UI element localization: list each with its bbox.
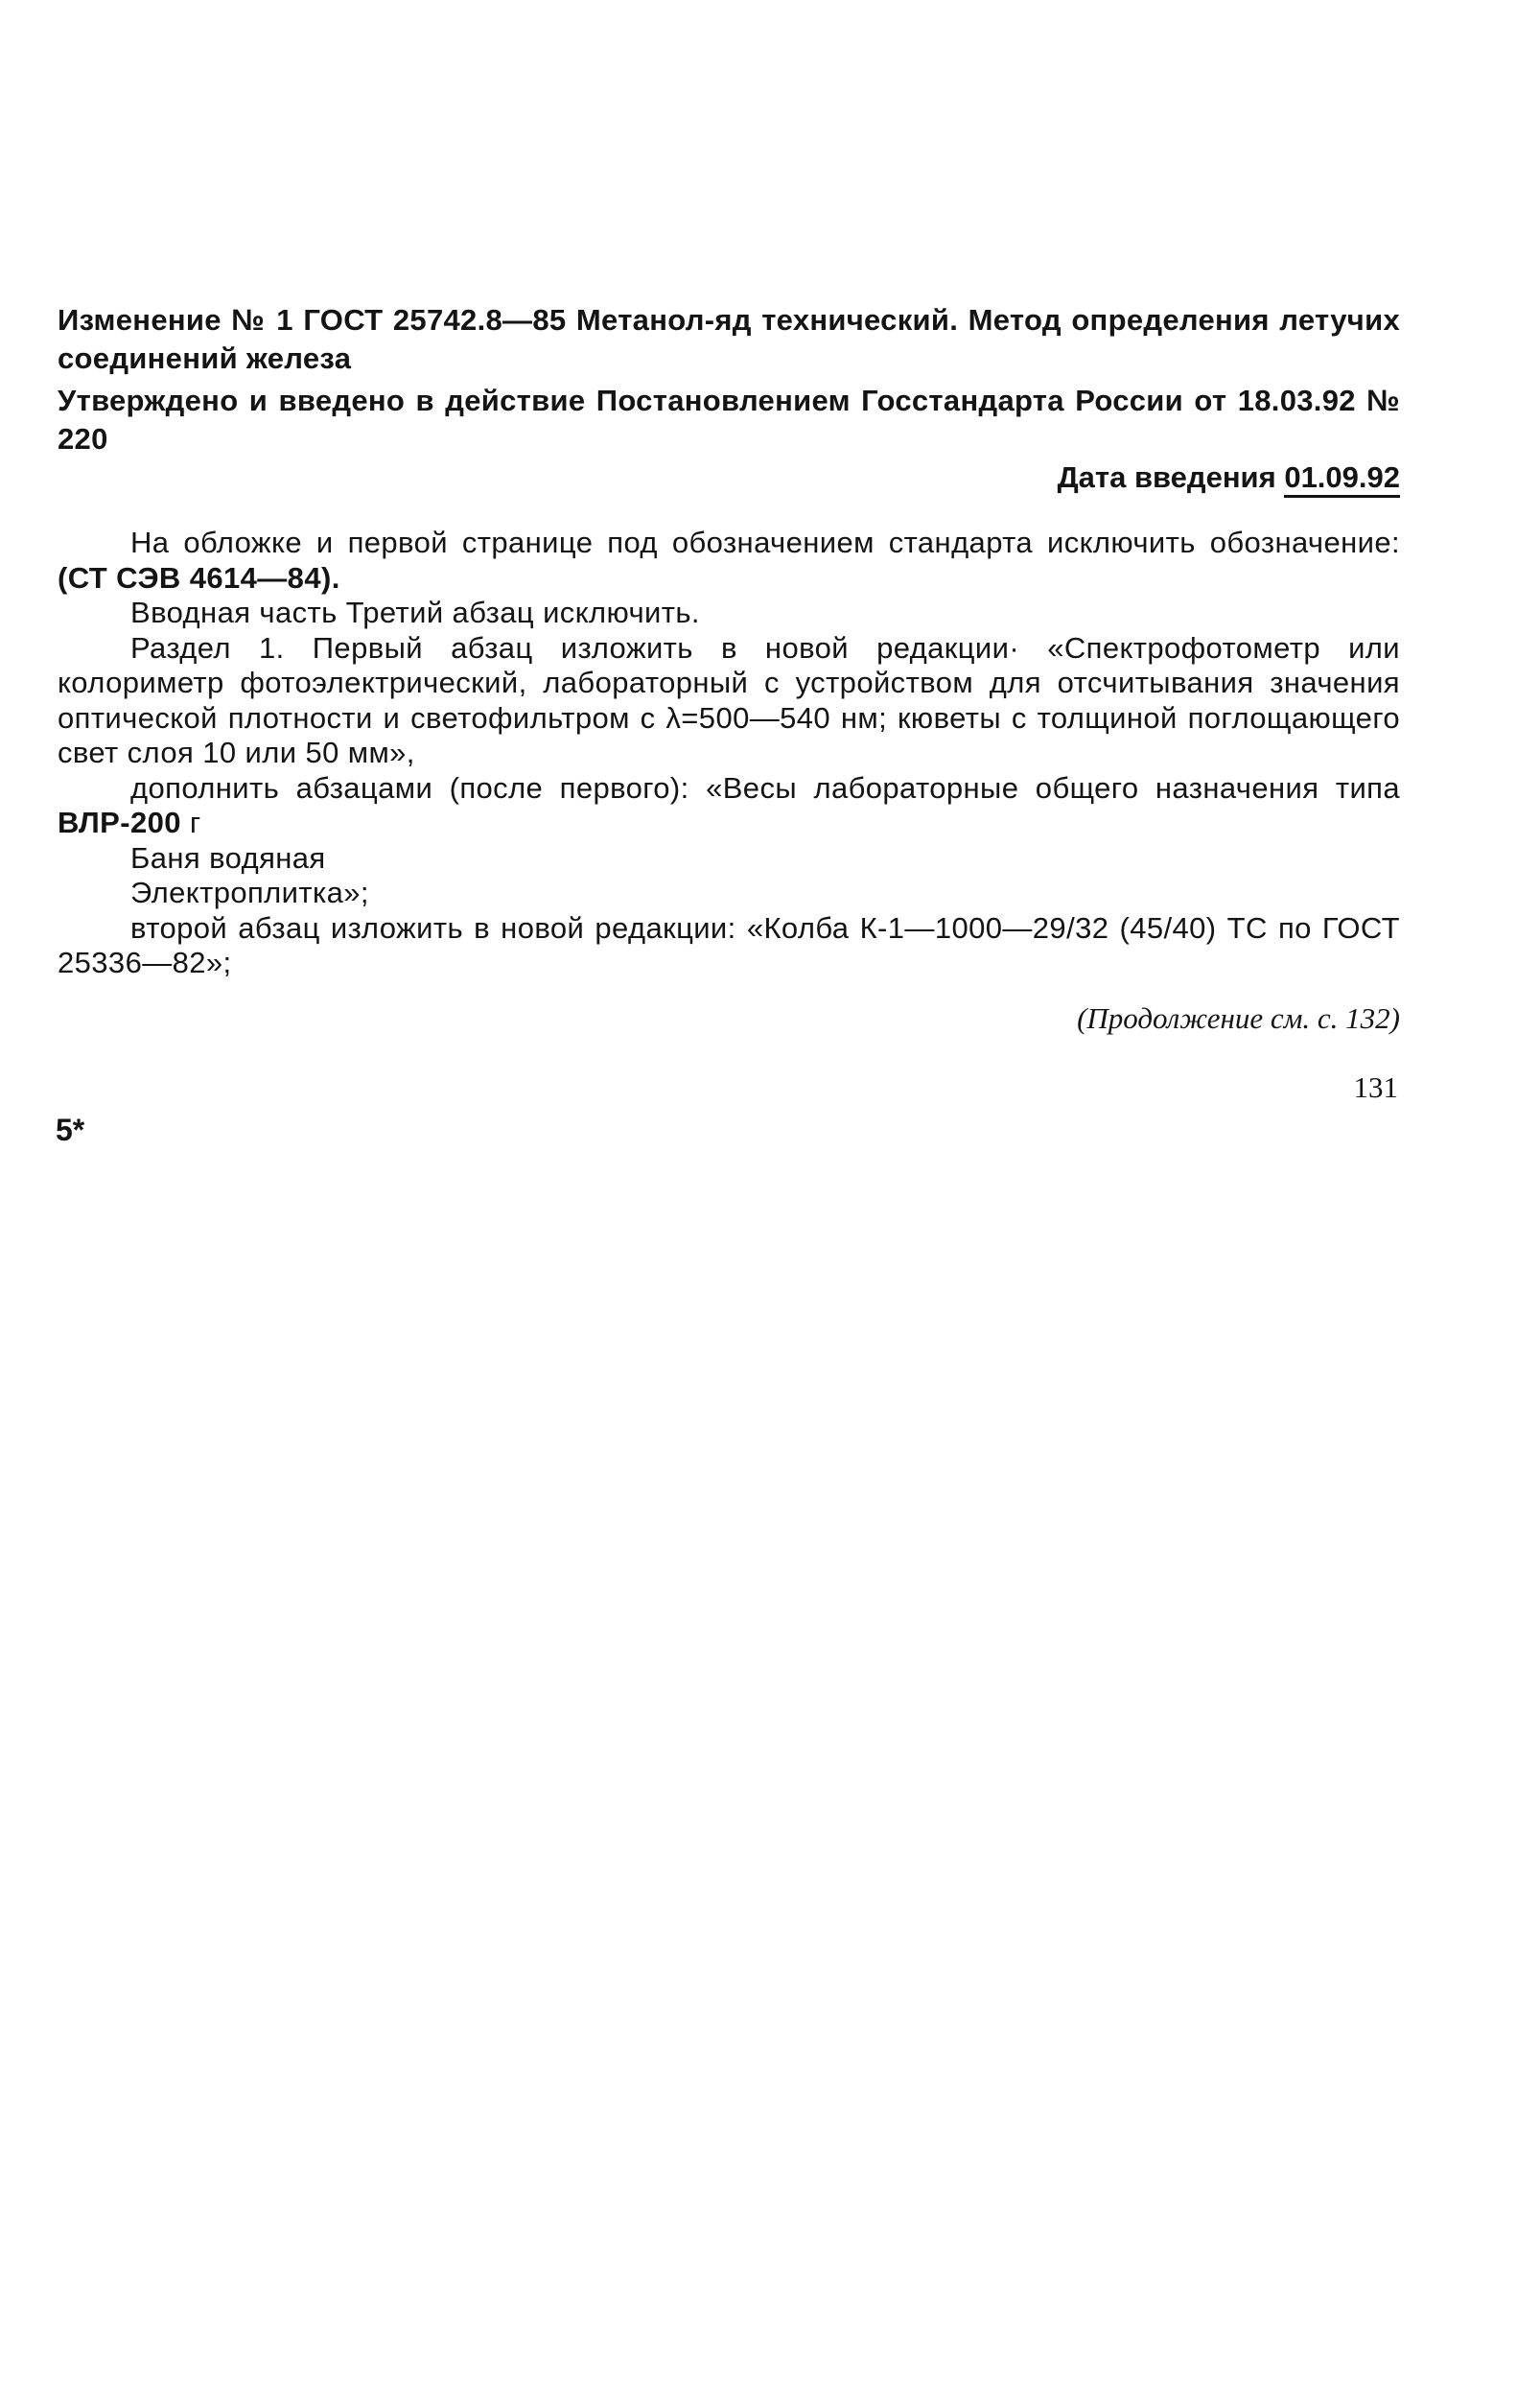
paragraph-cover-text: На обложке и первой странице под обозначением стандарта исключить обозначение: bbox=[130, 526, 1400, 559]
document-title: Изменение № 1 ГОСТ 25742.8—85 Метанол-яд технический. Метод определения летучих соединений железа bbox=[58, 303, 1400, 375]
scale-unit: г bbox=[180, 806, 201, 839]
page-number: 131 bbox=[1353, 1070, 1398, 1104]
paragraph-section-1: Раздел 1. Первый абзац изложить в новой редакции· «Спектрофотометр или колориметр фотоэлектрический, лабораторный с устройством для отсчитывания значения оптической плотности и светофильтром с λ=500—540 нм; кюветы с толщиной поглощающего свет слоя 10 или 50 мм», bbox=[58, 630, 1400, 769]
approval-statement: Утверждено и введено в действие Постановлением Госстандарта России от 18.03.92 № 220 bbox=[58, 384, 1400, 456]
paragraph-cover-designation bbox=[58, 526, 1400, 596]
approval-block bbox=[58, 382, 1400, 458]
effective-date-line bbox=[1058, 458, 1400, 497]
item-water-bath: Баня водяная bbox=[130, 840, 326, 875]
continuation-note: (Продолжение см. с. 132) bbox=[1077, 1001, 1400, 1035]
title-block bbox=[58, 301, 1400, 378]
effective-date-value: 01.09.92 bbox=[1284, 460, 1400, 498]
paragraph-intro: Вводная часть Третий абзац исключить. bbox=[130, 596, 700, 629]
effective-date-label: Дата введения bbox=[1057, 460, 1276, 494]
removed-designation: (СТ СЭВ 4614—84). bbox=[58, 560, 340, 595]
sheet-mark: 5* bbox=[56, 1113, 85, 1147]
item-hotplate: Электроплитка»; bbox=[130, 876, 369, 909]
amendment-body bbox=[58, 526, 1400, 981]
scale-model: ВЛР-200 bbox=[58, 806, 181, 839]
paragraph-add-items-text: дополнить абзацами (после первого): «Весы лабораторные общего назначения типа bbox=[130, 770, 1400, 805]
paragraph-add-items bbox=[58, 771, 1400, 841]
paragraph-second: второй абзац изложить в новой редакции: «Колба К-1—1000—29/32 (45/40) ТС по ГОСТ 25336—82»; bbox=[58, 910, 1400, 979]
